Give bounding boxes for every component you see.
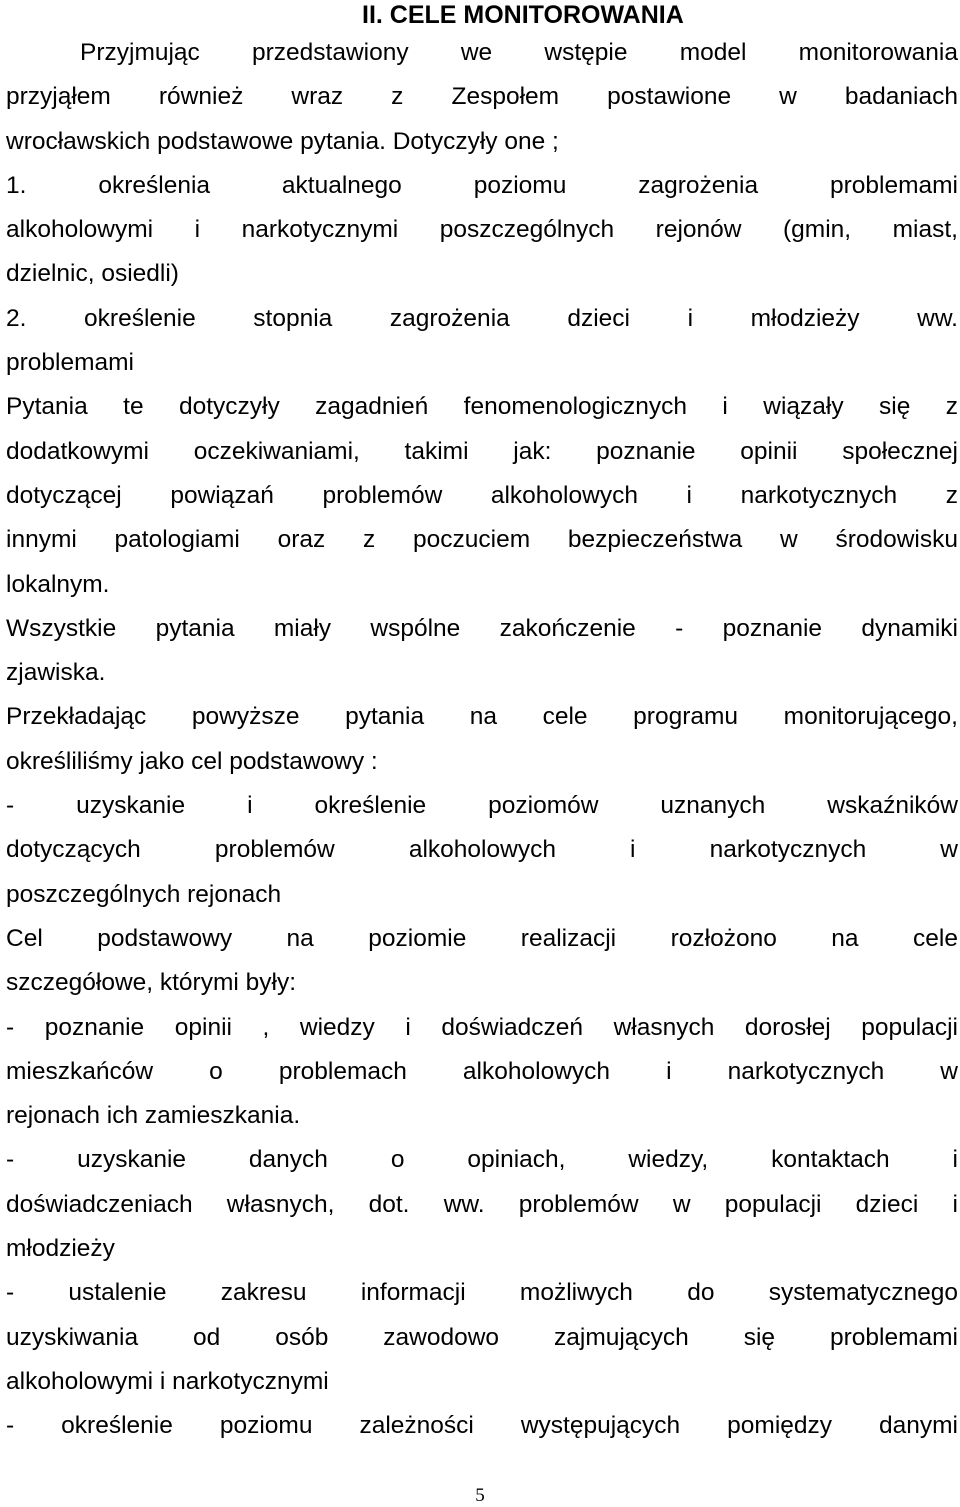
text-line: dodatkowymi oczekiwaniami, takimi jak: poznanie opinii społecznej: [6, 437, 958, 465]
text-line: określiliśmy jako cel podstawowy :: [6, 747, 378, 775]
text-line: problemami: [6, 349, 134, 377]
text-line: przyjąłem również wraz z Zespołem postawione w badaniach: [6, 83, 958, 111]
text-line: doświadczeniach własnych, dot. ww. problemów w populacji dzieci i: [6, 1190, 958, 1218]
page-number: 5: [475, 1485, 485, 1506]
text-line: Cel podstawowy na poziomie realizacji rozłożono na cele: [6, 924, 958, 952]
text-line: Przekładając powyższe pytania na cele programu monitorującego,: [6, 703, 958, 731]
bullet-item: - określenie poziomu zależności występujących pomiędzy danymi: [6, 1412, 958, 1440]
text-line: dotyczącej powiązań problemów alkoholowych i narkotycznych z: [6, 481, 958, 509]
bullet-item: - uzyskanie i określenie poziomów uznanych wskaźników: [6, 792, 958, 820]
text-line: mieszkańców o problemach alkoholowych i narkotycznych w: [6, 1057, 958, 1085]
text-line: wrocławskich podstawowe pytania. Dotyczyły one ;: [6, 127, 559, 155]
text-line: zjawiska.: [6, 659, 106, 687]
text-line: lokalnym.: [6, 570, 110, 598]
text-line: Wszystkie pytania miały wspólne zakończenie - poznanie dynamiki: [6, 614, 958, 642]
text-line: uzyskiwania od osób zawodowo zajmujących się problemami: [6, 1323, 958, 1351]
text-line: innymi patologiami oraz z poczuciem bezpieczeństwa w środowisku: [6, 526, 958, 554]
bullet-item: - ustalenie zakresu informacji możliwych do systematycznego: [6, 1279, 958, 1307]
text-line: dotyczących problemów alkoholowych i narkotycznych w: [6, 836, 958, 864]
bullet-item: - poznanie opinii , wiedzy i doświadczeń własnych dorosłej populacji: [6, 1013, 958, 1041]
bullet-item: - uzyskanie danych o opiniach, wiedzy, kontaktach i: [6, 1146, 958, 1174]
text-line: alkoholowymi i narkotycznymi poszczególnych rejonów (gmin, miast,: [6, 216, 958, 244]
section-heading: II. CELE MONITOROWANIA: [362, 1, 684, 29]
document-page: [6, 0, 958, 1449]
text-line: poszczególnych rejonach: [6, 880, 282, 908]
list-item-2: 2. określenie stopnia zagrożenia dzieci i młodzieży ww.: [6, 304, 958, 332]
text-line: Przyjmując przedstawiony we wstępie model monitorowania: [80, 39, 958, 66]
text-line: szczegółowe, którymi były:: [6, 969, 297, 997]
text-line: dzielnic, osiedli): [6, 260, 179, 288]
text-line: młodzieży: [6, 1235, 115, 1263]
list-item-1: 1. określenia aktualnego poziomu zagrożenia problemami: [6, 171, 958, 199]
text-line: rejonach ich zamieszkania.: [6, 1102, 301, 1130]
text-line: alkoholowymi i narkotycznymi: [6, 1367, 329, 1395]
text-line: Pytania te dotyczyły zagadnień fenomenologicznych i wiązały się z: [6, 393, 958, 421]
